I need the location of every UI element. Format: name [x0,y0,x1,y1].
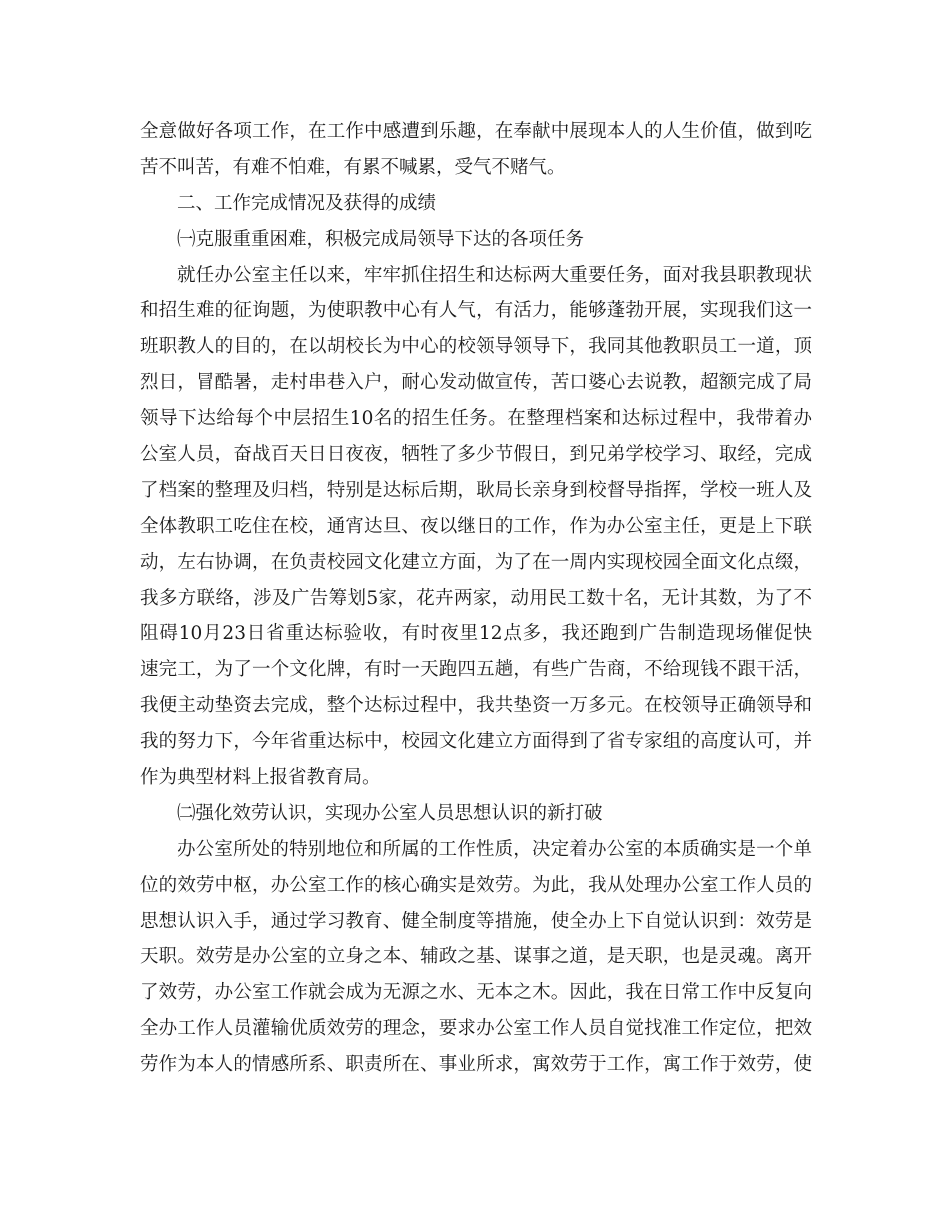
text-line: 我的努力下，今年省重达标中，校园文化建立方面得到了省专家组的高度认可，并 [140,731,812,753]
text-line: 思想认识入手，通过学习教育、健全制度等措施，使全办上下自觉认识到：效劳是 [140,910,812,932]
text-line: 办公室所处的特别地位和所属的工作性质，决定着办公室的本质确实是一个单 [177,838,812,860]
text-line: 就任办公室主任以来，牢牢抓住招生和达标两大重要任务，面对我县职教现状 [177,264,812,286]
text-line: 劳作为本人的情感所系、职责所在、事业所求，寓效劳于工作，寓工作于效劳，使 [140,1054,812,1076]
text-line: 领导下达给每个中层招生10名的招生任务。在整理档案和达标过程中，我带着办 [140,408,812,430]
text-line: 苦不叫苦，有难不怕难，有累不喊累，受气不赌气。 [140,156,566,178]
text-line: 了档案的整理及归档，特别是达标后期，耿局长亲身到校督导指挥，学校一班人及 [140,479,812,501]
text-line: 动，左右协调，在负责校园文化建立方面，为了在一周内实现校园全面文化点缀， [140,551,812,573]
text-line: 位的效劳中枢，办公室工作的核心确实是效劳。为此，我从处理办公室工作人员的 [140,874,812,896]
document-body [140,114,812,1083]
text-line: 全办工作人员灌输优质效劳的理念，要求办公室工作人员自觉找准工作定位，把效 [140,1018,812,1040]
text-line: 全意做好各项工作，在工作中感遭到乐趣，在奉献中展现本人的人生价值，做到吃 [140,121,812,142]
text-line: 全体教职工吃住在校，通宵达旦、夜以继日的工作，作为办公室主任，更是上下联 [140,515,812,537]
text-line: 公室人员，奋战百天日日夜夜，牺牲了多少节假日，到兄弟学校学习、取经，完成 [140,444,812,466]
text-line: 天职。效劳是办公室的立身之本、辅政之基、谋事之道，是天职，也是灵魂。离开 [140,946,812,968]
text-line: 二、工作完成情况及获得的成绩 [177,192,437,214]
text-line: 和招生难的征询题，为使职教中心有人气，有活力，能够蓬勃开展，实现我们这一 [140,300,812,322]
text-line: 我多方联络，涉及广告筹划5家，花卉两家，动用民工数十名，无计其数，为了不 [140,587,812,609]
text-line: ㈡强化效劳认识，实现办公室人员思想认识的新打破 [177,802,603,824]
text-line: 我便主动垫资去完成，整个达标过程中，我共垫资一万多元。在校领导正确领导和 [140,695,812,717]
text-line: 作为典型材料上报省教育局。 [140,767,381,789]
text-line: 了效劳，办公室工作就会成为无源之水、无本之木。因此，我在日常工作中反复向 [140,982,812,1004]
text-line: 速完工，为了一个文化牌，有时一天跑四五趟，有些广告商，不给现钱不跟干活， [140,659,812,681]
text-line: ㈠克服重重困难，积极完成局领导下达的各项任务 [177,228,585,250]
text-line: 阻碍10月23日省重达标验收，有时夜里12点多，我还跑到广告制造现场催促快 [140,623,812,645]
text-line: 班职教人的目的，在以胡校长为中心的校领导领导下，我同其他教职员工一道，顶 [140,336,812,358]
text-line: 烈日，冒酷暑，走村串巷入户，耐心发动做宣传，苦口婆心去说教，超额完成了局 [140,372,812,394]
